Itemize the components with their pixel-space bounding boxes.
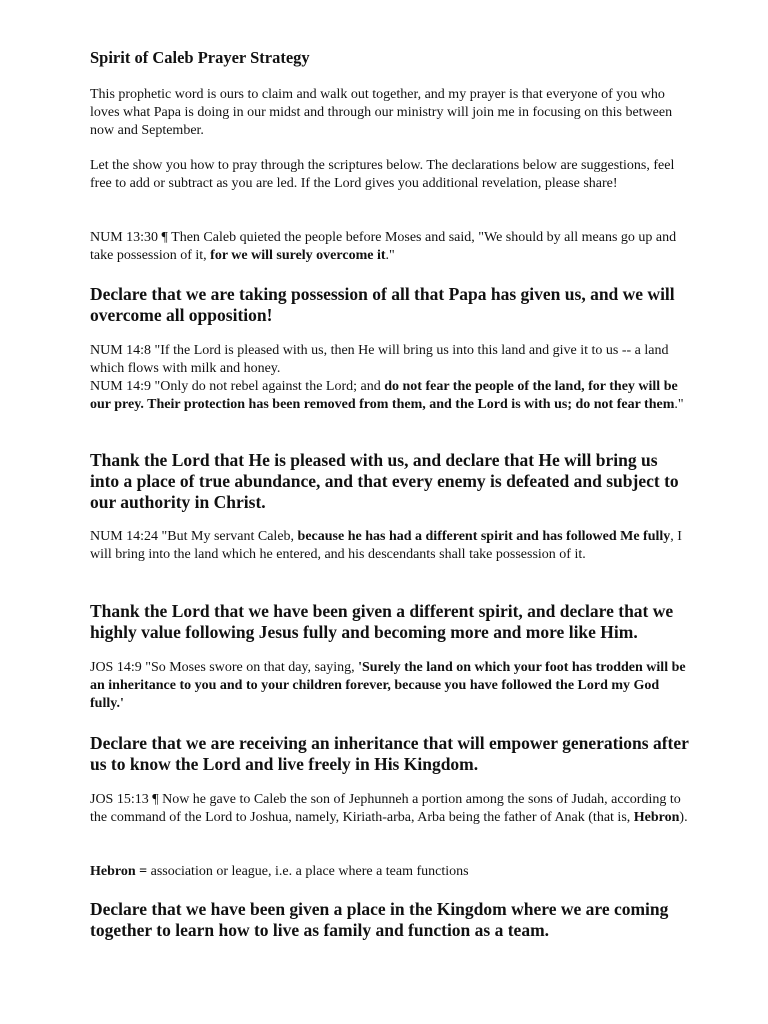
scripture-num-14-24: [90, 528, 690, 564]
scripture-text: NUM 14:24 "But My servant Caleb,: [90, 529, 298, 544]
scripture-emphasis: for we will surely overcome it: [210, 248, 386, 263]
definition-term: Hebron =: [90, 864, 148, 879]
scripture-emphasis: 'Surely the land on which your foot has trodden will be an inheritance to you and to your children forever, because you have followed the Lord my God fully.': [90, 660, 686, 711]
scripture-jos-15-13: [90, 791, 690, 827]
scripture-end: .": [385, 248, 395, 263]
scripture-emphasis: Hebron: [633, 810, 680, 825]
document-title: Spirit of Caleb Prayer Strategy: [90, 48, 310, 67]
scripture-num-14-9: [90, 378, 690, 414]
hebron-definition: [90, 863, 690, 881]
scripture-end: .": [674, 397, 684, 412]
scripture-end: , I will bring into the land which he entered, and his descendants shall take possession of it.: [90, 529, 682, 562]
scripture-emphasis: because he has had a different spirit and has followed Me fully: [297, 529, 671, 544]
scripture-end: ).: [679, 810, 688, 825]
intro-paragraph-1: This prophetic word is ours to claim and walk out together, and my prayer is that everyone of you who loves what Papa is doing in our midst and through our ministry will join me in focusing on this between now and September.: [90, 87, 673, 138]
declaration-1: Declare that we are taking possession of all that Papa has given us, and we will overcome all opposition!: [90, 284, 675, 325]
scripture-num-14-8: NUM 14:8 "If the Lord is pleased with us, then He will bring us into this land and give it to us -- a land which flows with milk and honey.: [90, 343, 669, 376]
declaration-2: Thank the Lord that He is pleased with us, and declare that He will bring us into a place of true abundance, and that every enemy is defeated and subject to our authority in Christ.: [90, 450, 679, 512]
scripture-text: JOS 15:13 ¶ Now he gave to Caleb the son of Jephunneh a portion among the sons of Judah, according to the command of the Lord to Joshua, namely, Kiriath-arba, Arba being the father of Anak (that is,: [90, 792, 681, 825]
scripture-text: NUM 14:9 "Only do not rebel against the Lord; and: [90, 379, 385, 394]
scripture-jos-14-9: [90, 659, 690, 713]
scripture-text: NUM 13:30 ¶ Then Caleb quieted the people before Moses and said, "We should by all means go up and take possession of it,: [90, 230, 677, 263]
declaration-4: Declare that we are receiving an inheritance that will empower generations after us to know the Lord and live freely in His Kingdom.: [90, 733, 689, 774]
declaration-3: Thank the Lord that we have been given a different spirit, and declare that we highly value following Jesus fully and becoming more and more like Him.: [90, 601, 674, 642]
definition-text: association or league, i.e. a place where a team functions: [147, 864, 469, 879]
scripture-text: JOS 14:9 "So Moses swore on that day, saying,: [90, 660, 359, 675]
scripture-emphasis: do not fear the people of the land, for they will be our prey. Their protection has been removed from them, and the Lord is with us; do not fear them: [90, 379, 678, 412]
scripture-num-13-30: [90, 229, 690, 265]
declaration-5: Declare that we have been given a place in the Kingdom where we are coming together to learn how to live as family and function as a team.: [90, 899, 669, 940]
intro-paragraph-2: Let the show you how to pray through the scriptures below. The declarations below are suggestions, feel free to add or subtract as you are led. If the Lord gives you additional revelation, please share!: [90, 158, 675, 191]
